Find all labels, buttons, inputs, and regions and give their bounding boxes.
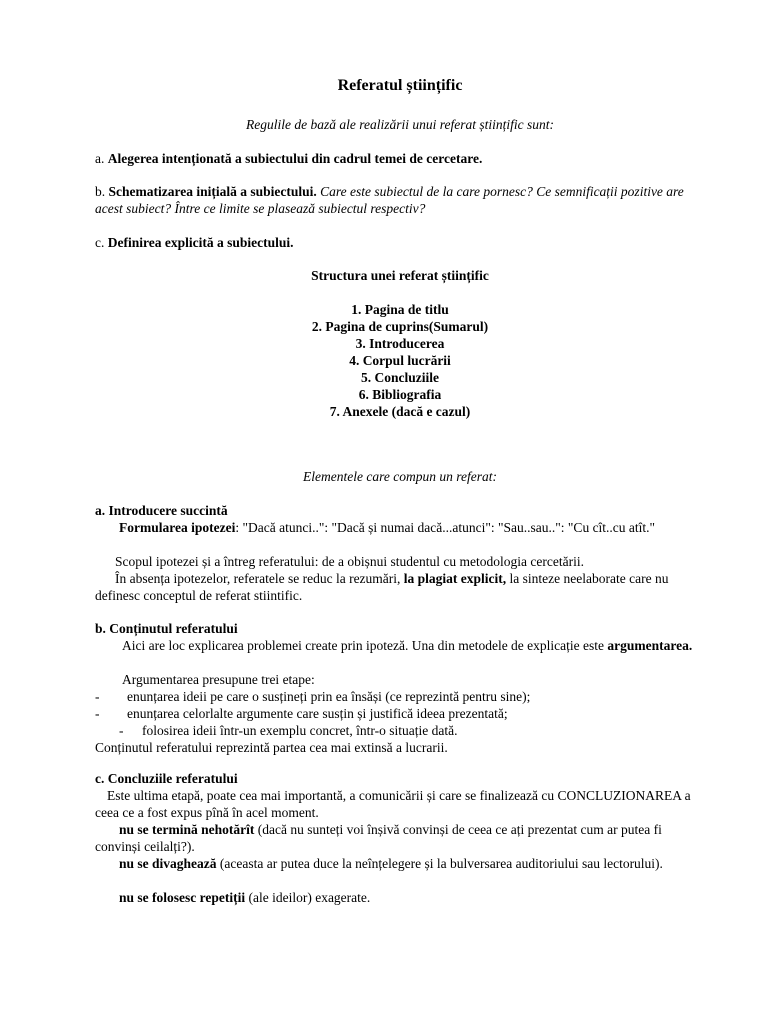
- point-2-text: (aceasta ar putea duce la neînțelegere și la bulversarea auditoriului sau lectorului).: [216, 856, 663, 871]
- section-a-heading: a. Introducere succintă: [95, 503, 228, 518]
- structure-item: 2. Pagina de cuprins(Sumarul): [311, 319, 489, 334]
- point-1-bold: nu se termină nehotărît: [119, 822, 255, 837]
- point-1-text: (dacă nu sunteți voi înșivă convinși de ceea ce ați prezentat cum ar putea fi convinși ceilalți?).: [95, 822, 662, 854]
- list-item: [95, 688, 705, 705]
- section-a-hypothesis: [95, 519, 705, 536]
- structure-item: 1. Pagina de titlu: [351, 302, 449, 317]
- absence-text-2: la sinteze neelaborate care nu definesc conceptul de referat stiintific.: [95, 571, 669, 603]
- section-c-heading: c. Concluziile referatului: [95, 771, 238, 786]
- absence-text-1: În absența ipotezelor, referatele se reduc la rezumări,: [115, 571, 404, 586]
- section-a-absence: [95, 570, 705, 604]
- list-item: [95, 722, 705, 739]
- rule-a: [95, 150, 705, 167]
- list-text: enunțarea ideii pe care o susțineți prin ea însăși (ce reprezintă pentru sine);: [127, 689, 531, 704]
- rule-a-text: Alegerea intenționată a subiectului din cadrul temei de cercetare.: [107, 151, 483, 166]
- list-marker: -: [119, 723, 124, 738]
- structure-item: 5. Concluziile: [361, 370, 439, 385]
- section-b-heading: b. Conținutul referatului: [95, 621, 238, 636]
- elements-title: Elementele care compun un referat:: [303, 469, 497, 484]
- list-text: enunțarea celorlalte argumente care susțin și justifică ideea prezentată;: [127, 706, 508, 721]
- rule-b-questions: Care este subiectul de la care pornesc? Ce semnificații pozitive are acest subiect? Între ce limite se plasează subiectul respectiv?: [95, 184, 684, 216]
- section-b-explanation: [95, 637, 705, 654]
- page-title: Referatul științific: [337, 77, 463, 94]
- list-text: folosirea ideii într-un exemplu concret, într-o situație dată.: [142, 723, 458, 738]
- point-3-text: (ale ideilor) exagerate.: [245, 890, 371, 905]
- structure-item: 4. Corpul lucrării: [349, 353, 451, 368]
- explanation-text: Aici are loc explicarea problemei create prin ipoteză. Una din metodele de explicație este: [122, 638, 605, 653]
- structure-item: 7. Anexele (dacă e cazul): [329, 404, 471, 419]
- conclusion-text: Este ultima etapă, poate cea mai importantă, a comunicării și care se finalizează cu CONCLUZIONAREA a ceea ce a fost expus pînă în acel moment.: [95, 788, 691, 820]
- structure-item: 3. Introducerea: [355, 336, 445, 351]
- hypothesis-text: : "Dacă atunci..": "Dacă și numai dacă...atunci": "Sau..sau..": "Cu cît..cu atît.": [235, 520, 656, 535]
- list-marker: -: [95, 706, 100, 721]
- section-a-purpose: Scopul ipotezei și a întreg referatului: de a obișnui studentul cu metodologia cercetării.: [115, 554, 584, 569]
- section-b-summary: Conținutul referatului reprezintă partea cea mai extinsă a lucrarii.: [95, 740, 448, 755]
- explanation-bold: argumentarea.: [607, 638, 693, 653]
- point-3-bold: nu se folosesc repetiții: [119, 890, 246, 905]
- hypothesis-label: Formularea ipotezei: [119, 520, 236, 535]
- structure-list: [95, 301, 705, 420]
- section-c-point-3: [95, 889, 705, 906]
- structure-item: 6. Bibliografia: [358, 387, 442, 402]
- section-b-stages: Argumentarea presupune trei etape:: [122, 672, 315, 687]
- rule-a-prefix: a.: [95, 151, 105, 166]
- intro-line: Regulile de bază ale realizării unui referat științific sunt:: [246, 117, 554, 132]
- rule-c-text: Definirea explicită a subiectului.: [107, 235, 294, 250]
- list-marker: -: [95, 689, 100, 704]
- argument-list: [95, 688, 705, 739]
- list-item: [95, 705, 705, 722]
- structure-title: Structura unei referat științific: [311, 268, 489, 283]
- section-c-point-2: [95, 855, 705, 872]
- rule-c: [95, 234, 705, 251]
- absence-bold: la plagiat explicit,: [403, 571, 507, 586]
- rule-b: [95, 183, 705, 217]
- point-2-bold: nu se divaghează: [119, 856, 217, 871]
- section-c-point-1: [95, 821, 705, 855]
- section-c-intro: [95, 787, 705, 821]
- rule-b-text: Schematizarea inițială a subiectului.: [108, 184, 317, 199]
- rule-c-prefix: c.: [95, 235, 105, 250]
- rule-b-prefix: b.: [95, 184, 106, 199]
